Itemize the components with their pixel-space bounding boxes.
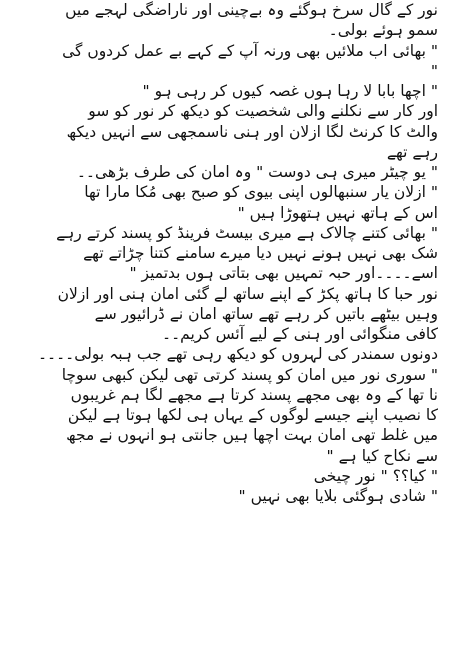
text-line: دونوں سمندر کی لہروں کو دیکھ رہی تھے جب ہبہ بولی۔۔۔۔ <box>37 345 438 364</box>
text-line: " بھائی کتنے چالاک ہے میری بیسٹ فرینڈ کو پسند کرتے رہے <box>56 223 438 242</box>
text-line: نور حبا کا ہاتھ پکڑ کے اپنے ساتھ لے گئی امان ہنی اور ازلان <box>57 284 438 303</box>
text-line: اور کار سے نکلنے والی شخصیت کو دیکھ کر نور کو سو <box>88 102 438 121</box>
text-line: رہے تھے <box>386 142 438 161</box>
text-line: کافی منگوائی اور ہنی کے لیے آئس کریم۔۔ <box>161 325 438 343</box>
text-line: " <box>430 61 438 80</box>
text-line: " ازلان یار سنبھالوں اپنی بیوی کو صبح بھی مُکا مارا تھا <box>84 183 438 202</box>
text-line: میں غلط تھی امان بہت اچھا ہیں جانتی ہو انہوں نے مجھ <box>66 426 438 445</box>
text-line: اسے۔۔۔۔اور حبہ تمہیں بھی بتاتی ہوں بدتمیز " <box>129 264 438 283</box>
text-line: کا نصیب اپنے جیسے لوگوں کے یہاں ہی لکھا ہوتا ہے لیکن <box>67 406 438 424</box>
text-line: " یو چیٹر میری ہی دوست " وہ امان کی طرف بڑھی۔۔ <box>76 163 438 181</box>
text-line: " اچھا بابا لا رہا ہوں غصہ کیوں کر رہی ہو " <box>142 82 438 100</box>
text-line: " بھائی اب ملائیں بھی ورنہ آپ کے کہے بے عمل کردوں گی <box>62 41 438 60</box>
text-line: سے نکاح کیا ہے " <box>326 446 438 465</box>
text-line: سمو ہوئے بولی۔ <box>328 21 438 40</box>
text-line: وہیں بیٹھے باتیں کر رہے تھے ساتھ امان نے ڈرائیور سے <box>94 304 438 323</box>
text-line: " کیا؟؟ " نور چیخی <box>313 466 438 485</box>
text-line: نا تھا کے وہ بھی مجھے پسند کرتا ہے مجھے لگا ہم غریبوں <box>70 385 438 404</box>
text-line: " سوری نور میں امان کو پسند کرتی تھی لیکن کبھی سوچا <box>61 365 438 384</box>
text-line: اس کے ہاتھ نہیں ہتھوڑا ہیں " <box>237 203 438 222</box>
text-line: نور کے گال سرخ ہوگئے وہ بےچینی اور ناراضگی لہجے میں <box>65 1 438 19</box>
text-line: والٹ کا کرنٹ لگا ازلان اور ہنی ناسمجھی سے انہیں دیکھ <box>66 122 438 141</box>
text-line: " شادی ہوگئی بلایا بھی نہیں " <box>238 487 438 505</box>
text-line: شک بھی نہیں ہونے نہیں دیا میرے سامنے کتنا چڑاتے تھے <box>83 244 438 262</box>
